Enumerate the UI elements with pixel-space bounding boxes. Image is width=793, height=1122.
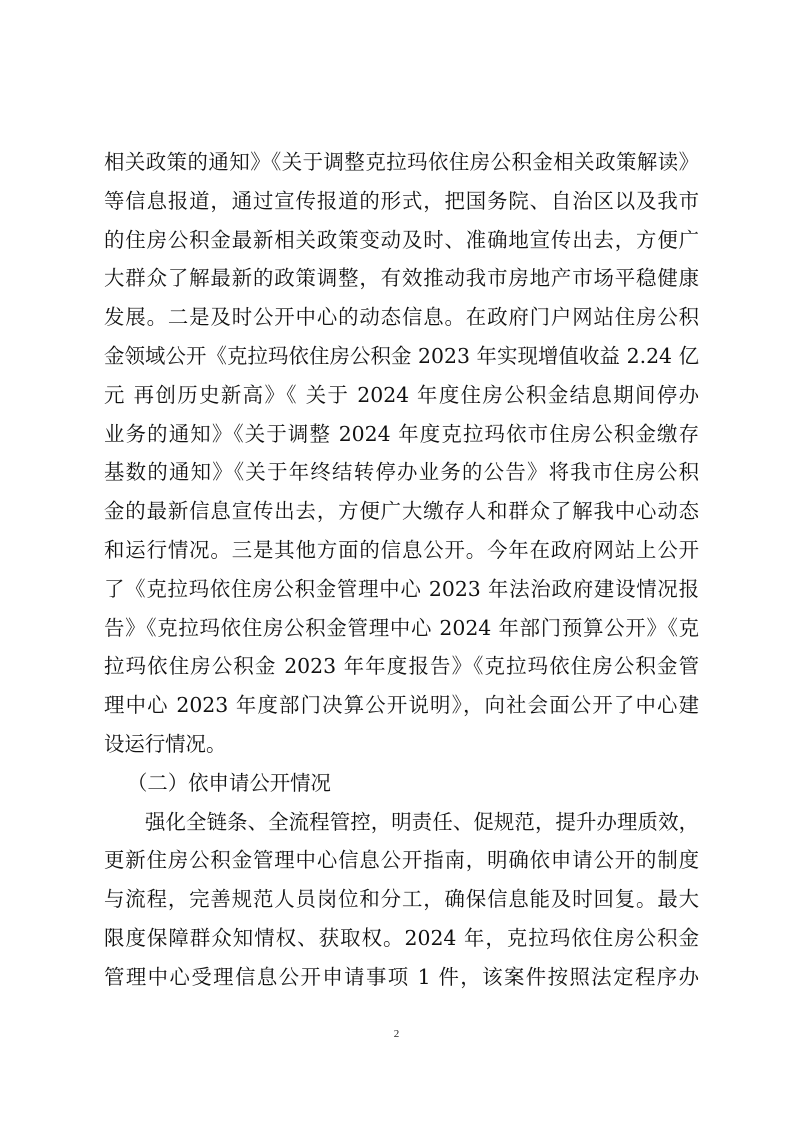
paragraph-line: 了《克拉玛依住房公积金管理中心 2023 年法治政府建设情况报 [104, 576, 699, 601]
paragraph-line: 元 再创历史新高》《 关于 2024 年度住房公积金结息期间停办 [104, 382, 699, 407]
document-body [104, 143, 699, 997]
paragraph-line: 与流程，完善规范人员岗位和分工，确保信息能及时回复。最大 [104, 887, 699, 912]
paragraph-line: 等信息报道，通过宣传报道的形式，把国务院、自治区以及我市 [104, 188, 699, 213]
page-number: 2 [393, 1028, 400, 1040]
paragraph-line: 强化全链条、全流程管控，明责任、促规范，提升办理质效， [145, 809, 699, 834]
paragraph-line: 相关政策的通知》《关于调整克拉玛依住房公积金相关政策解读》 [104, 150, 699, 174]
paragraph-line: 管理中心受理信息公开申请事项 1 件，该案件按照法定程序办 [104, 964, 699, 989]
paragraph-line: 理中心 2023 年度部门决算公开说明》，向社会面公开了中心建 [104, 693, 699, 718]
paragraph-line: 和运行情况。三是其他方面的信息公开。今年在政府网站上公开 [104, 537, 699, 562]
paragraph-line: 大群众了解最新的政策调整，有效推动我市房地产市场平稳健康 [104, 266, 699, 291]
paragraph-line: 金的最新信息宣传出去，方便广大缴存人和群众了解我中心动态 [104, 499, 699, 524]
section-heading: （二）依申请公开情况 [127, 770, 331, 795]
paragraph-line: 业务的通知》《关于调整 2024 年度克拉玛依市住房公积金缴存 [104, 421, 699, 446]
paragraph-line: 发展。二是及时公开中心的动态信息。在政府门户网站住房公积 [104, 305, 699, 330]
paragraph-line: 拉玛依住房公积金 2023 年年度报告》《克拉玛依住房公积金管 [104, 654, 699, 679]
paragraph-line: 设运行情况。 [104, 731, 227, 756]
paragraph-line: 的住房公积金最新相关政策变动及时、准确地宣传出去，方便广 [104, 227, 699, 252]
paragraph-line: 告》《克拉玛依住房公积金管理中心 2024 年部门预算公开》《克 [104, 615, 699, 640]
paragraph-line: 限度保障群众知情权、获取权。2024 年，克拉玛依住房公积金 [104, 925, 699, 950]
paragraph-line: 金领域公开《克拉玛依住房公积金 2023 年实现增值收益 2.24 亿 [104, 343, 699, 368]
paragraph-line: 更新住房公积金管理中心信息公开指南，明确依申请公开的制度 [104, 848, 699, 873]
paragraph-line: 基数的通知》《关于年终结转停办业务的公告》将我市住房公积 [104, 460, 699, 485]
